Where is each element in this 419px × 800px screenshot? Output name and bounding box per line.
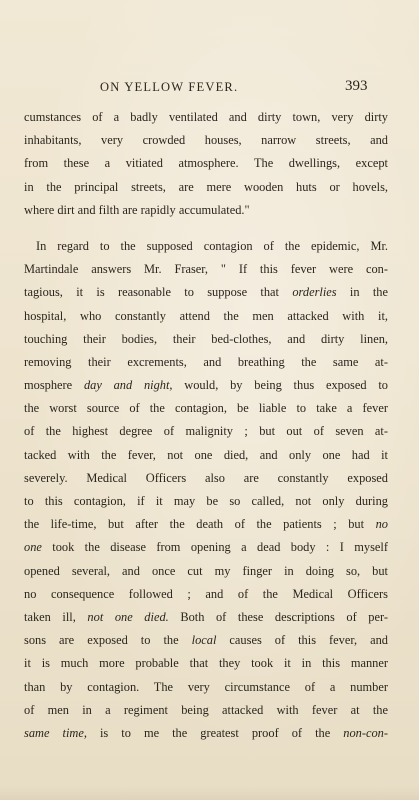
text-line: where dirt and filth are rapidly accumulated."	[24, 202, 250, 217]
text-run: Both of these descriptions of per-	[168, 609, 388, 624]
italic-run: orderlies	[292, 285, 337, 300]
text-line	[24, 606, 388, 629]
text-run: would, by being thus exposed to	[172, 378, 388, 393]
text-line: hospital, who constantly attend the men attacked with it,	[24, 308, 388, 323]
text-run: tagious, it is reasonable to suppose that	[24, 285, 293, 300]
text-line: in the principal streets, are mere wooden huts or hovels,	[24, 179, 388, 194]
text-line: no consequence followed ; and of the Medical Officers	[24, 586, 388, 601]
text-run: sons are exposed to the	[24, 633, 192, 648]
text-line	[24, 281, 388, 304]
italic-run: local	[191, 633, 217, 648]
text-line: inhabitants, very crowded houses, narrow streets, and	[24, 133, 388, 148]
text-line: of the highest degree of malignity ; but out of seven at-	[24, 424, 388, 439]
text-line: In regard to the supposed contagion of the epidemic, Mr.	[36, 238, 388, 253]
text-line	[24, 722, 388, 745]
text-line: from these a vitiated atmosphere. The dwellings, except	[24, 156, 388, 171]
text-run: causes of this fever, and	[216, 633, 388, 648]
italic-run: non-con-	[343, 725, 388, 740]
italic-run: one	[24, 540, 42, 555]
text-run: took the disease from opening a dead body : I myself	[41, 540, 388, 555]
text-line: tacked with the fever, not one died, and only one had it	[24, 447, 388, 462]
text-line: the worst source of the contagion, be liable to take a fever	[24, 401, 388, 416]
text-line: to this contagion, if it may be so called, not only during	[24, 494, 388, 508]
page-number: 393	[345, 78, 368, 94]
text-line: opened several, and once cut my finger in doing so, but	[24, 563, 388, 578]
text-run: in the	[336, 285, 388, 300]
paragraph-gap	[24, 222, 388, 235]
paragraph-1	[24, 106, 388, 222]
text-line: severely. Medical Officers also are constantly exposed	[24, 470, 388, 485]
text-line: cumstances of a badly ventilated and dirty town, very dirty	[24, 110, 388, 124]
italic-run: not one died.	[87, 609, 169, 624]
running-title: ON YELLOW FEVER.	[100, 80, 239, 94]
text-line: it is much more probable that they took it in this manner	[24, 656, 388, 671]
paragraph-2	[24, 235, 388, 745]
page-header	[0, 78, 419, 98]
italic-run: day and night,	[83, 378, 173, 393]
text-line: removing their excrements, and breathing the same at-	[24, 354, 388, 369]
text-line	[24, 513, 388, 536]
italic-run: no	[375, 517, 388, 532]
body-text	[24, 106, 388, 745]
text-line: than by contagion. The very circumstance of a number	[24, 679, 388, 694]
italic-run: same time,	[24, 725, 87, 740]
text-line	[24, 629, 388, 652]
text-line	[24, 536, 388, 559]
text-run: taken ill,	[24, 609, 88, 624]
text-line: touching their bodies, their bed-clothes, and dirty linen,	[24, 331, 388, 346]
text-run: the life-time, but after the death of the patients ; but	[24, 517, 376, 532]
text-run: is to me the greatest proof of the	[86, 725, 344, 740]
text-line	[24, 374, 388, 397]
text-line: Martindale answers Mr. Fraser, " If this fever were con-	[24, 262, 388, 277]
text-line: of men in a regiment being attacked with fever at the	[24, 702, 388, 717]
text-run: mosphere	[24, 378, 84, 393]
